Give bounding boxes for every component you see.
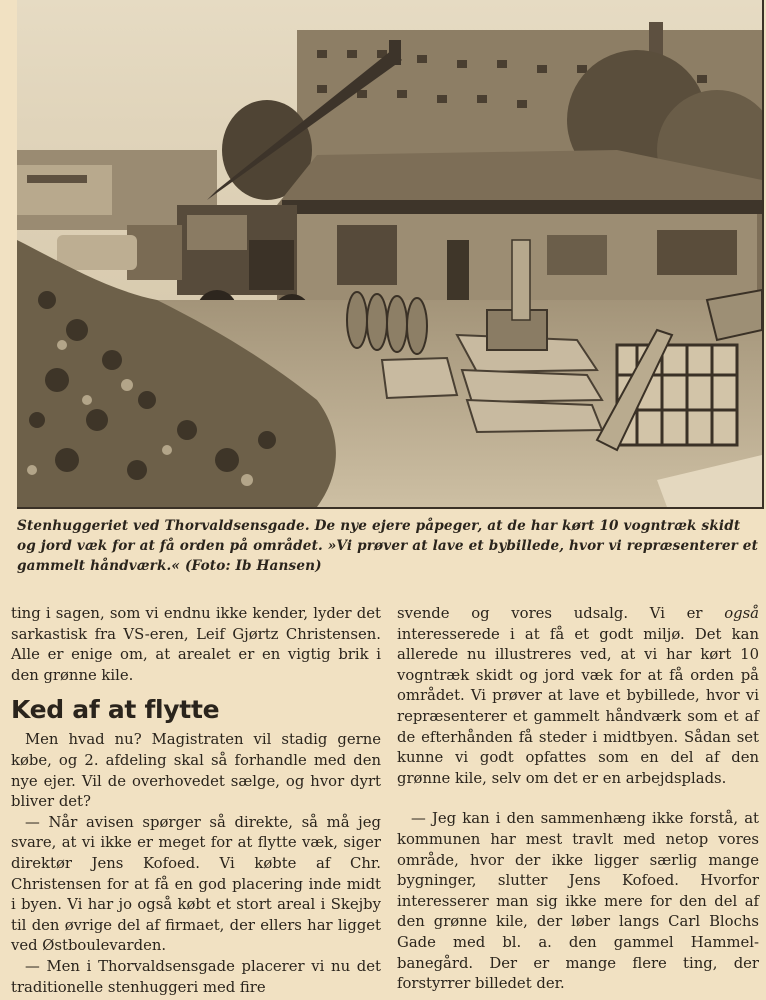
article-paragraph: — Men i Thorvaldsensgade placerer vi nu det traditionelle stenhuggeri med fire xyxy=(11,957,381,996)
article-paragraph xyxy=(397,604,759,789)
article-paragraph: ting i sagen, som vi endnu ikke kender, lyder det sarkastisk fra VS-eren, Leif Gjørtz Christensen. Alle er enige om, at arealet er en vigtig brik i den grønne kile. xyxy=(11,605,381,684)
article-column-left xyxy=(11,604,381,998)
article-paragraph: — Når avisen spørger så direkte, så må jeg svare, at vi ikke er meget for at flytte væk, siger direktør Jens Kofoed. Vi købte af Chr. Christensen for at få en god placering inde midt i byen. Vi har jo også købt et stort areal i Skejby til den øvrige del af firmaet, der ellers har ligget ved Østboulevarden. xyxy=(11,813,381,955)
text-run: interesserede i at få et godt miljø. Det kan allerede nu illustreres ved, at vi har kørt 10 vogntræk skidt og jord væk for at få orden på området. Vi prøver at lave et bybillede, hvor vi repræsenterer et gammelt håndværk som et af de efterhånden få steder i midtbyen. Sådan set kunne vi godt opfattes som en del af den grønne kile, selv om det er en arbejdsplads. xyxy=(397,625,759,787)
news-photo xyxy=(17,0,764,509)
stonemason-yard-photo xyxy=(17,0,762,507)
article-subheading: Ked af at flytte xyxy=(11,695,220,725)
paragraph-spacer xyxy=(397,789,759,809)
photo-caption: Stenhuggeriet ved Thorvaldsensgade. De nye ejere påpeger, at de har kørt 10 vogntræk skidt og jord væk for at få orden på området. »Vi prøver at lave et bybillede, hvor vi repræsenterer et gammelt håndværk.« (Foto: Ib Hansen) xyxy=(17,518,759,574)
article-paragraph: — Jeg kan i den sammenhæng ikke forstå, at kommunen har mest travlt med netop vores område, hvor der ikke ligger særlig mange bygninger, slutter Jens Kofoed. Hvorfor interesserer man sig ikke mere for den del af den grønne kile, der løber langs Carl Blochs Gade med bl. a. den gammel Hammel-banegård. Der er mange flere ting, der forstyrrer billedet der. xyxy=(397,810,759,993)
article-paragraph: Men hvad nu? Magistraten vil stadig gerne købe, og 2. afdeling skal så forhandle med den nye ejer. Vil de overhovedet sælge, og hvor dyrt bliver det? xyxy=(11,731,381,811)
text-run: svende og vores udsalg. Vi er xyxy=(397,605,725,622)
emphasis-text: også xyxy=(724,605,759,622)
article-column-right xyxy=(397,604,759,995)
